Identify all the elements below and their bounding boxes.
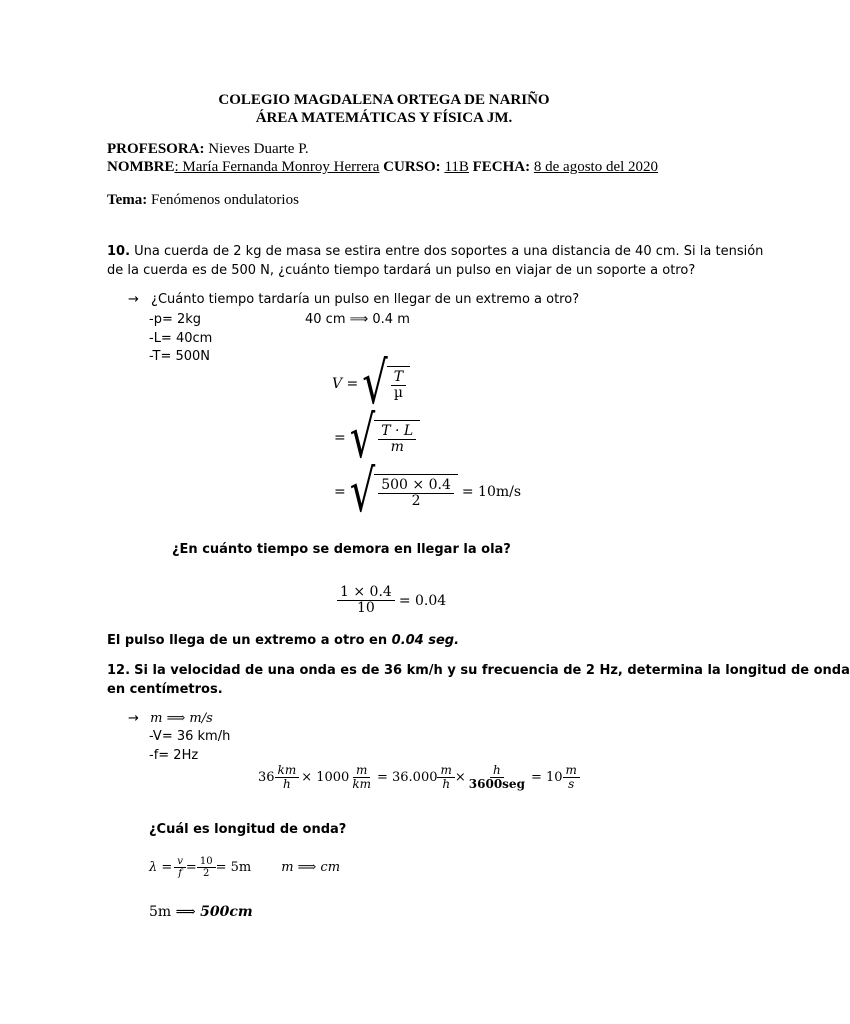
data-V: -V= 36 km/h xyxy=(149,729,231,744)
units-conversion: m ⟹ m/s xyxy=(150,711,213,726)
conv-seg: 3600seg xyxy=(468,777,525,792)
student-line xyxy=(107,159,658,176)
eq3-lhs: = xyxy=(334,484,346,500)
eq3-rhs: = 10m/s xyxy=(461,484,522,500)
lambda-v: v xyxy=(174,856,186,868)
conv-m3: m xyxy=(563,764,580,778)
problem12-line2: en centímetros. xyxy=(107,682,223,697)
eq2-den: m xyxy=(390,439,404,455)
eq4-num: 1 × 0.4 xyxy=(337,585,395,601)
curso-label: CURSO: xyxy=(383,159,441,175)
lambda-2: 2 xyxy=(203,868,210,879)
conclusion-text: El pulso llega de un extremo a otro en xyxy=(107,633,392,648)
final-answer xyxy=(149,904,253,920)
problem10-conclusion xyxy=(107,633,459,648)
eq4-rhs: = 0.04 xyxy=(398,592,447,609)
fecha-label: FECHA: xyxy=(472,159,531,175)
tema-value: Fenómenos ondulatorios xyxy=(151,192,299,208)
data-L: -L= 40cm xyxy=(149,331,213,346)
conv-h3: h xyxy=(490,764,504,778)
sqrt-icon: √ $\frac{500 \times 0.4}{2}$ xyxy=(350,474,458,510)
eq1-num: T xyxy=(391,370,406,386)
profesora-label: PROFESORA: xyxy=(107,141,205,157)
eq2-lhs: = xyxy=(334,430,346,446)
conv-m2: m xyxy=(437,764,454,778)
problem10-number: 10. xyxy=(107,244,131,259)
curso-value: 11B xyxy=(444,159,469,175)
final-pre: 5m ⟹ xyxy=(149,904,201,920)
conv-km2: km xyxy=(352,777,371,792)
eq3-num: 500 × 0.4 xyxy=(378,478,454,494)
lambda-f: f xyxy=(178,868,182,879)
problem12-number: 12. xyxy=(107,663,131,678)
problem12-question: ¿Cuál es longitud de onda? xyxy=(149,822,347,837)
area-title: ÁREA MATEMÁTICAS Y FÍSICA JM. xyxy=(255,110,513,126)
lambda-lhs: λ = xyxy=(149,860,173,875)
school-name: COLEGIO MAGDALENA ORTEGA DE NARIÑO xyxy=(218,92,550,108)
eq4-den: 10 xyxy=(356,600,375,617)
conv-36: 36 xyxy=(258,770,275,786)
sqrt-icon: √ $\frac{T}{\text{µ}}$ xyxy=(362,366,410,402)
conversion-cm-m: 40 cm ⟹ 0.4 m xyxy=(305,312,410,327)
conv-36000: = 36.000 xyxy=(376,770,438,786)
conclusion-value: 0.04 seg. xyxy=(391,633,460,648)
tema-label: Tema: xyxy=(107,192,148,208)
wavelength-equation xyxy=(149,856,340,879)
problem12-line1: Si la velocidad de una onda es de 36 km/h y su frecuencia de 2 Hz, determina la longitud de onda xyxy=(134,663,850,678)
speed-conversion-equation xyxy=(258,764,580,791)
data-f: -f= 2Hz xyxy=(149,748,199,763)
conv-h: h xyxy=(283,777,291,792)
problem10-line1: Una cuerda de 2 kg de masa se estira entre dos soportes a una distancia de 40 cm. Si la tensión xyxy=(134,244,764,259)
arrow-icon: → xyxy=(128,292,139,307)
nombre-value: : María Fernanda Monroy Herrera xyxy=(174,159,380,175)
lambda-unit-conversion: m ⟹ cm xyxy=(281,860,341,875)
nombre-label: NOMBRE xyxy=(107,159,175,175)
profesora-line xyxy=(107,141,309,158)
conv-10: = 10 xyxy=(530,770,563,786)
lambda-eq: = xyxy=(185,860,197,875)
eq1-lhs: V = xyxy=(332,376,359,392)
velocity-equation-3 xyxy=(334,458,522,526)
eq3-den: 2 xyxy=(411,493,421,509)
conv-x1000: × 1000 xyxy=(301,770,350,786)
conv-s: s xyxy=(568,777,575,792)
conv-km: km xyxy=(275,764,300,778)
lambda-10: 10 xyxy=(197,856,216,868)
conv-times: × xyxy=(454,770,466,786)
problem10-line2: de la cuerda es de 500 N, ¿cuánto tiempo tardará un pulso en viajar de un soporte a otro? xyxy=(107,263,696,278)
velocity-equation-2 xyxy=(334,404,420,472)
velocity-equation-1 xyxy=(332,350,410,418)
data-T: -T= 500N xyxy=(149,349,211,364)
sqrt-icon: √ $\frac{T \cdot L}{m}$ xyxy=(350,420,421,456)
problem10-question-line xyxy=(128,292,579,307)
lambda-result: = 5m xyxy=(215,860,252,875)
problem10-statement xyxy=(107,242,763,280)
problem12-units-line xyxy=(128,710,213,726)
conv-m: m xyxy=(353,764,370,778)
conv-h2: h xyxy=(442,777,451,792)
data-p: -p= 2kg xyxy=(149,312,202,327)
problem12-statement xyxy=(107,661,850,699)
tema-line xyxy=(107,192,299,209)
eq2-num: T · L xyxy=(378,424,416,440)
problem10-question: ¿Cuánto tiempo tardaría un pulso en llegar de un extremo a otro? xyxy=(151,292,580,307)
eq1-den: µ xyxy=(393,385,404,401)
problem10-question2: ¿En cuánto tiempo se demora en llegar la ola? xyxy=(172,542,511,557)
final-value: 500cm xyxy=(200,904,253,920)
arrow-icon: → xyxy=(128,711,139,726)
profesora-value: Nieves Duarte P. xyxy=(208,141,309,157)
time-equation xyxy=(337,585,446,617)
fecha-value: 8 de agosto del 2020 xyxy=(533,159,659,175)
